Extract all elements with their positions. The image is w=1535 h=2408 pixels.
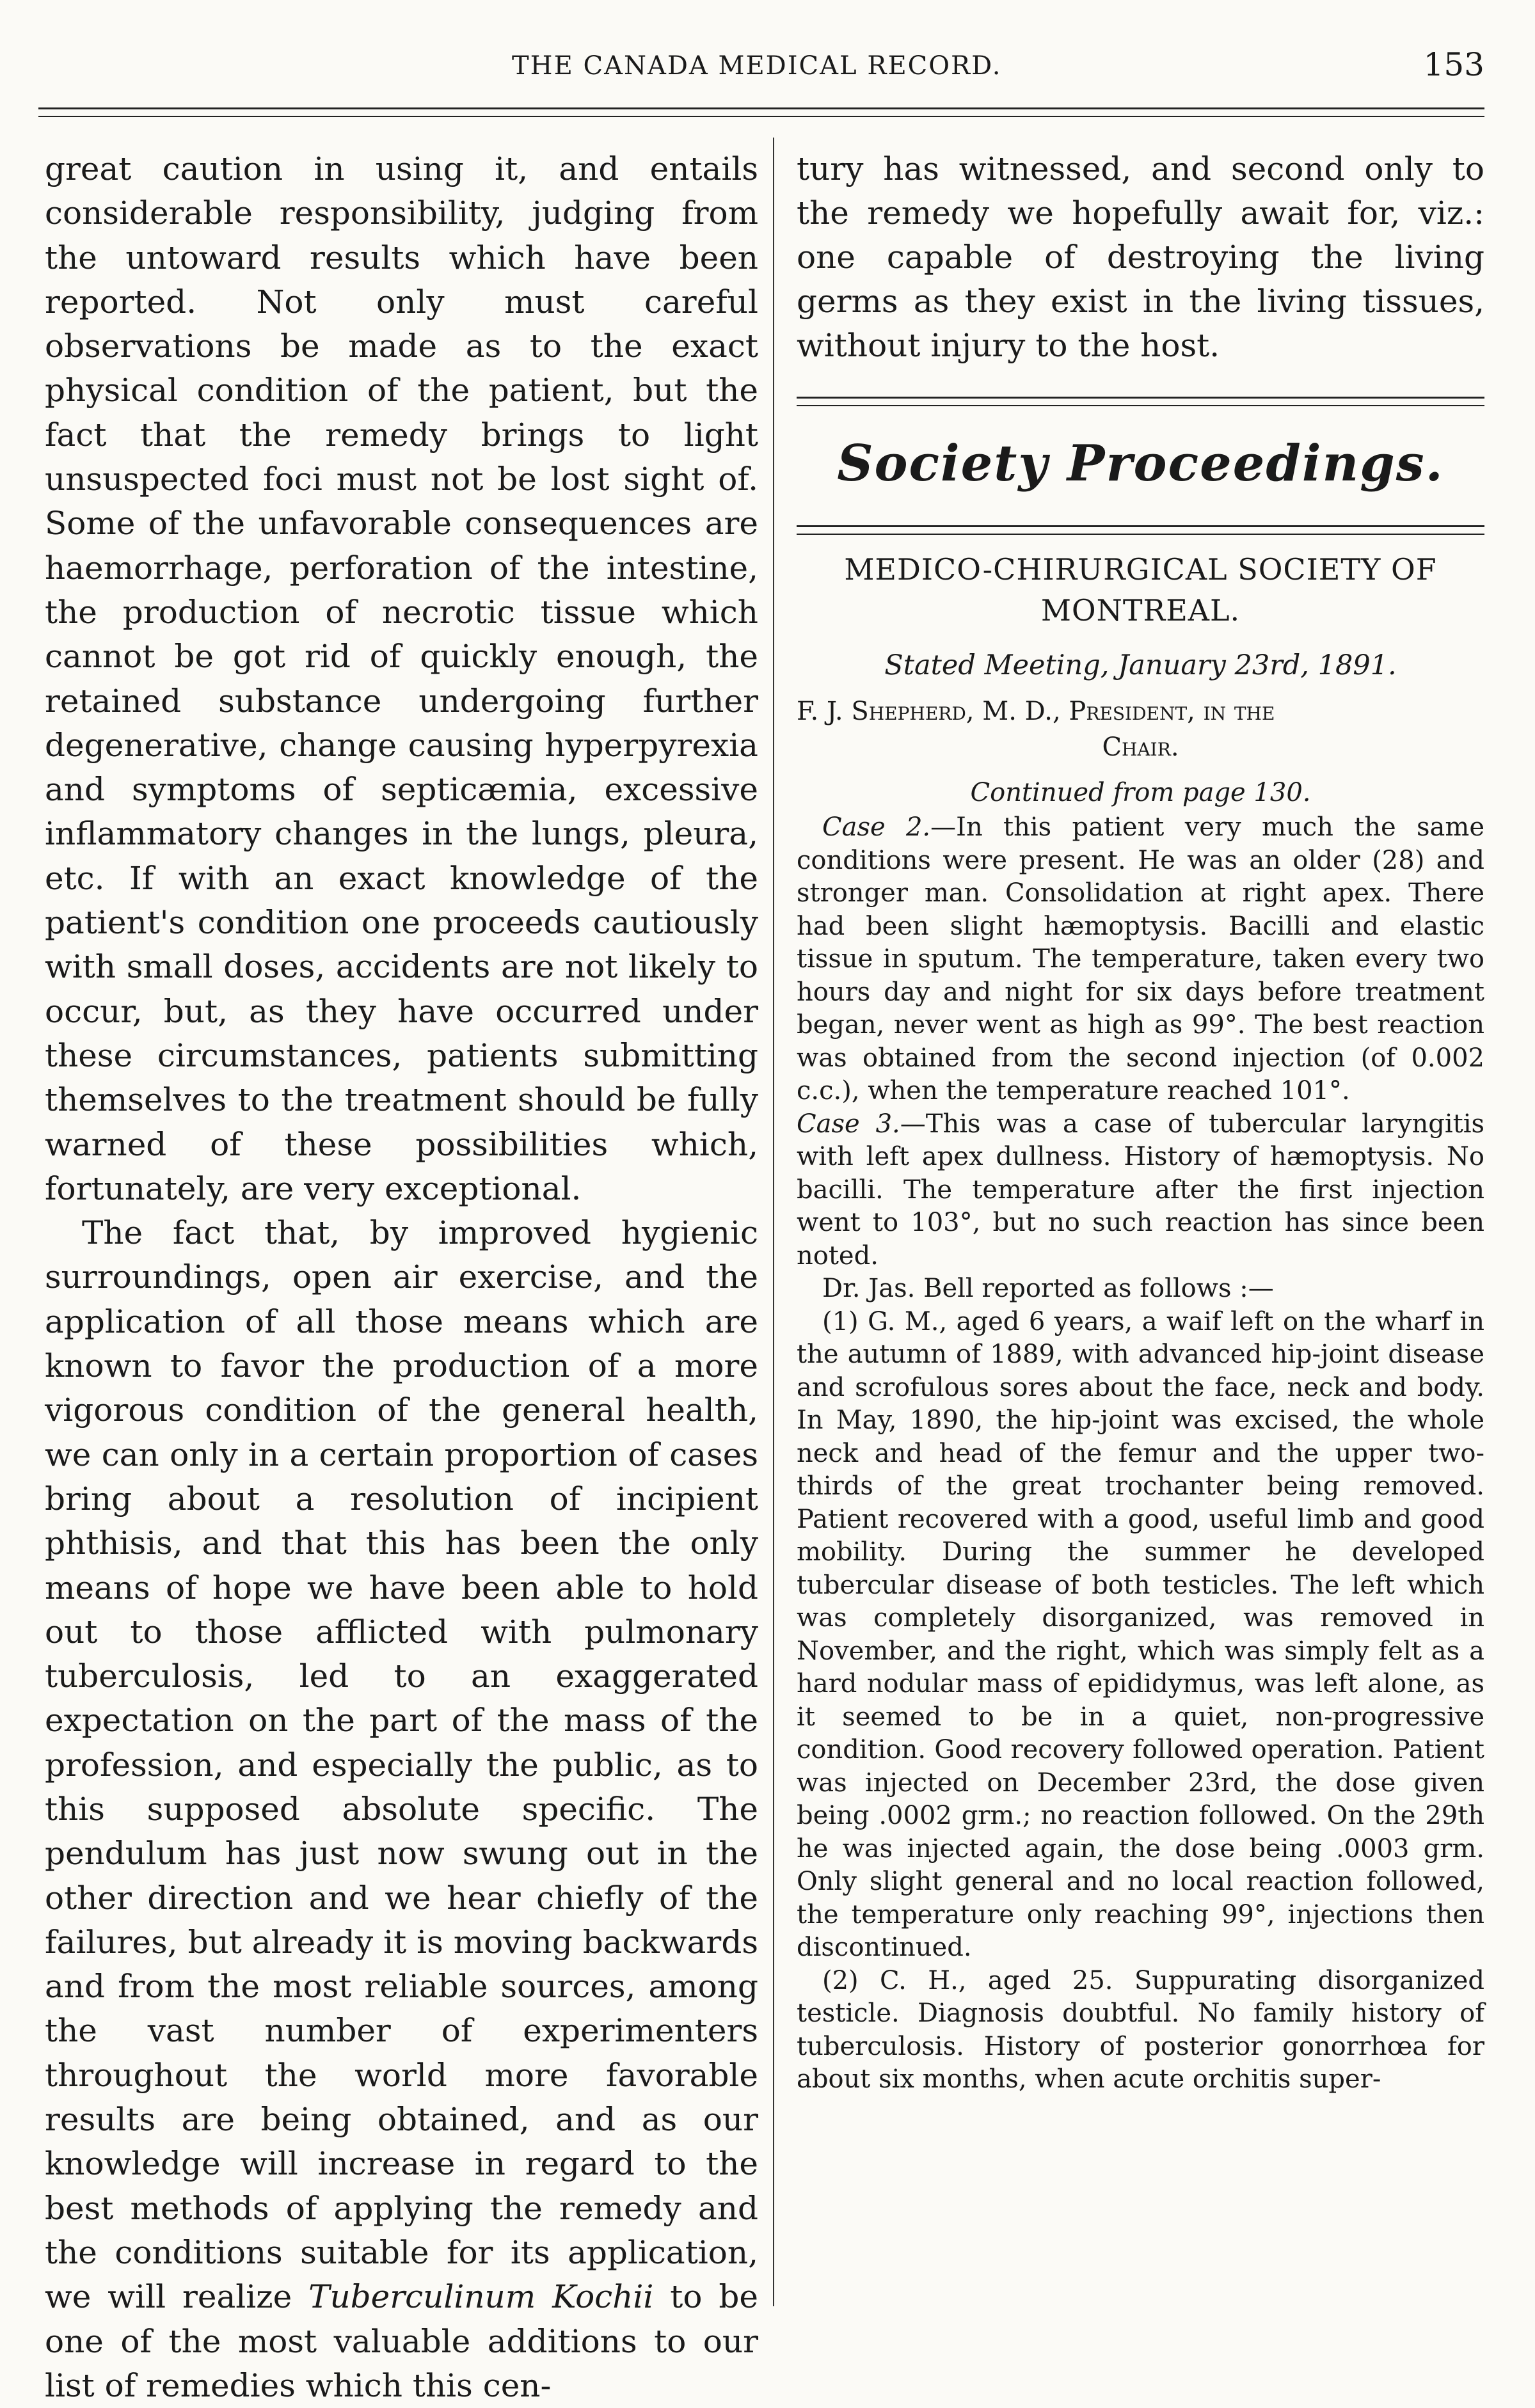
journal-title: THE CANADA MEDICAL RECORD. [512,51,1002,81]
left-column [45,147,758,2408]
society-name: MEDICO-CHIRURGICAL SOCIETY OF MONTREAL. [844,552,1437,628]
section-rule-top [797,397,1484,406]
chair-line-2: Chair. [1102,733,1179,762]
section-rule-bottom [797,525,1484,535]
right-column [797,147,1484,2096]
left-paragraph-1: great caution in using it, and entails considerable responsibility, judging from the untoward results which have been reported. Not only must careful observations be made as to the exact physical condition of the patient, but the fact that the remedy brings to light unsuspected foci must not be lost sight of. Some of the unfavorable consequences are haemorrhage, perforation of the intestine, the production of necrotic tissue which cannot be got rid of quickly enough, the retained substance undergoing further degenerative, change causing hyperpyrexia and symptoms of septicæmia, excessive inflammatory changes in the lungs, pleura, etc. If with an exact knowledge of the patient's condition one proceeds cautiously with small doses, accidents are not likely to occur, but, as they have occurred under these circumstances, patients submitting themselves to the treatment should be fully warned of these possibilities which, fortunately, are very exceptional. [45,150,758,1207]
running-header [38,45,1484,96]
case-gm-paragraph: (1) G. M., aged 6 years, a waif left on the wharf in the autumn of 1889, with advanced hip-joint disease and scrofulous sores about the face, neck and body. In May, 1890, the hip-joint was excised, the whole neck and head of the femur and the upper two-thirds of the great trochanter being removed. Patient recovered with a good, useful limb and good mobility. During the summer he developed tubercular disease of both testicles. The left which was completely disorganized, was removed in November, and the right, which was simply felt as a hard nodular mass of epididymus, was left alone, as it seemed to be in a quiet, non-progressive condition. Good recovery followed operation. Patient was injected on December 23rd, the dose given being .0002 grm.; no reaction followed. On the 29th he was injected again, the dose being .0003 grm. Only slight general and no local reaction followed, the temperature only reaching 99°, injections then discontinued. [797,1306,1484,1962]
case-ch-paragraph: (2) C. H., aged 25. Suppurating disorganized testicle. Diagnosis doubtful. No family history of tuberculosis. History of posterior gonorrhœa for about six months, when acute orchitis super- [797,1965,1484,2094]
column-divider [773,138,774,2306]
case-3-paragraph [797,1108,1484,1273]
left-paragraph-2 [45,1211,758,2408]
page-number: 153 [1423,46,1484,83]
continued-note: Continued from page 130. [970,778,1311,807]
case-2-label: Case 2. [822,812,931,842]
case-3-text: —This was a case of tubercular laryngitis with left apex dullness. History of hæmoptysis. No bacilli. The temperature after the first injection went to 103°, but no such reaction has since been noted. [797,1109,1485,1271]
left-paragraph-2-end: to be one of the most valuable additions to our list of remedies which this cen- [45,2278,758,2404]
case-2-paragraph [797,811,1484,1108]
tuberculinum-kochii: Tuberculinum Kochii [308,2278,654,2316]
header-rule [38,107,1484,117]
section-heading: Society Proceedings. [837,434,1444,493]
chair-text: F. J. Shepherd, M. D., President, in the [797,697,1275,726]
bell-intro: Dr. Jas. Bell reported as follows :— [822,1274,1274,1303]
case-3-label: Case 3. [797,1109,900,1139]
case-2-text: —In this patient very much the same conditions were present. He was an older (28) and stronger man. Consolidation at right apex. There had been slight hæmoptysis. Bacilli and elastic tissue in sputum. The temperature, taken every two hours day and night for six days before treatment began, never went as high as 99°. The best reaction was obtained from the second injection (of 0.002 c.c.), when the temperature reached 101°. [797,812,1485,1105]
right-top-paragraph: tury has witnessed, and second only to the remedy we hopefully await for, viz.: one capable of destroying the living germs as they exist in the living tissues, without injury to the host. [797,150,1484,364]
left-paragraph-2-text: The fact that, by improved hygienic surroundings, open air exercise, and the application of all those means which are known to favor the production of a more vigorous condition of the general health, we can only in a certain proportion of cases bring about a resolution of incipient phthisis, and that this has been the only means of hope we have been able to hold out to those afflicted with pulmonary tuberculosis, led to an exaggerated expectation on the part of the mass of the profession, and especially the public, as to this supposed absolute specific. The pendulum has just now swung out in the other direction and we hear chiefly of the failures, but already it is moving backwards and from the most reliable sources, among the vast number of experimenters throughout the world more favorable results are being obtained, and as our knowledge will increase in regard to the best methods of applying the remedy and the conditions suitable for its application, we will realize [45,1214,758,2316]
chair-line-1 [797,693,1484,729]
meeting-date: Stated Meeting, January 23rd, 1891. [884,649,1397,681]
